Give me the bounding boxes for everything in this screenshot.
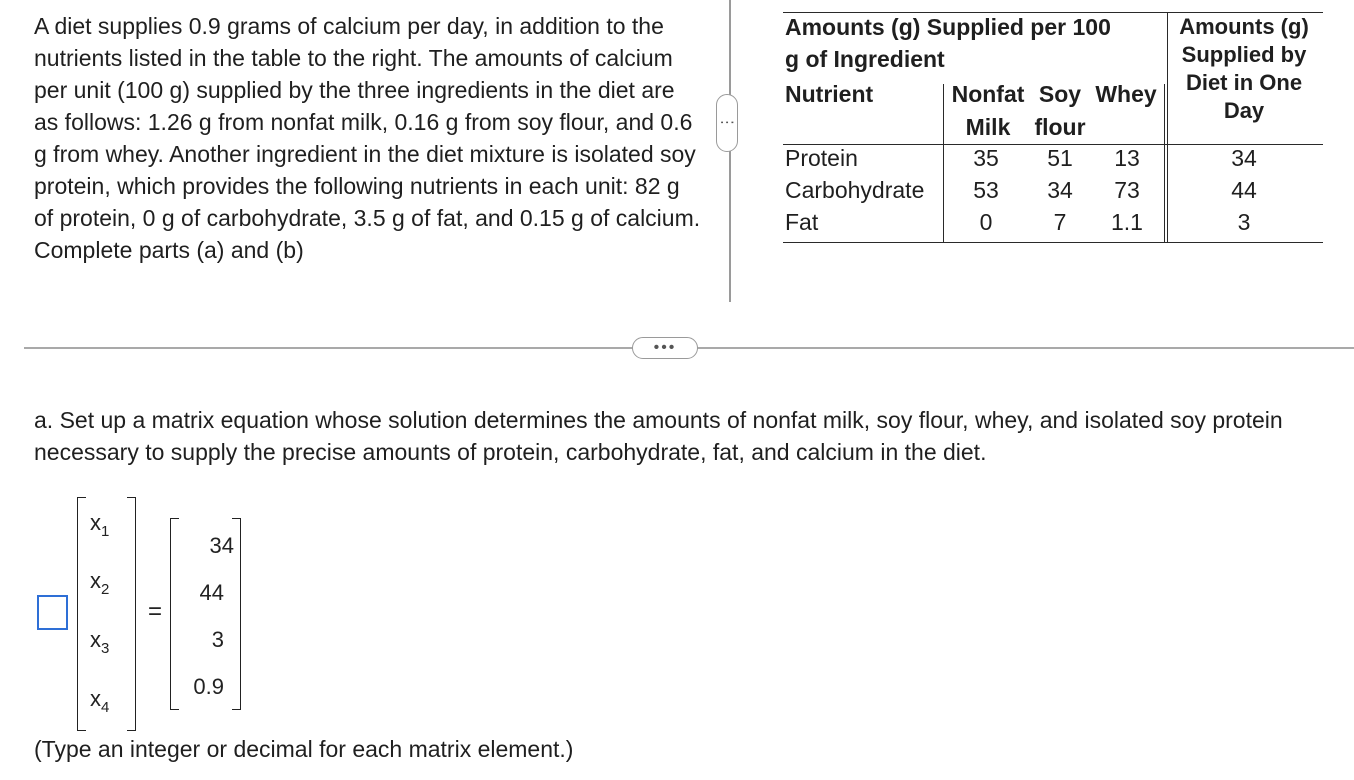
row-carbohydrate-whey: 73	[1114, 177, 1140, 203]
rhs-value-4: 0.9	[193, 674, 224, 699]
row-fat-label: Fat	[785, 209, 819, 235]
answer-hint: (Type an integer or decimal for each matrix element.)	[34, 736, 574, 762]
x-vector-right-bracket	[127, 497, 136, 731]
row-protein-diet: 34	[1231, 145, 1257, 171]
x-variable-subscript: 4	[101, 699, 110, 716]
row-carbohydrate-milk: 53	[973, 177, 999, 203]
nutrient-table	[0, 0, 1354, 260]
x-variable-subscript: 3	[101, 640, 110, 657]
x-variable-base: x	[90, 627, 101, 652]
question-part-a: a. Set up a matrix equation whose solution determines the amounts of nonfat milk, soy flour, whey, and isolated soy protein necessary to supply the precise amounts of protein, carbohydrate, fat, and calcium in the diet.	[34, 407, 1283, 465]
table-group-header-line2: g of Ingredient	[785, 46, 945, 72]
x-variable-base: x	[90, 510, 101, 535]
row-protein-whey: 13	[1114, 145, 1140, 171]
x-variable-base: x	[90, 568, 101, 593]
equals-sign: =	[148, 598, 163, 625]
rhs-value-2: 44	[199, 580, 224, 605]
x-variable-subscript: 2	[101, 581, 110, 598]
more-dots-icon: •••	[653, 339, 677, 356]
diet-column-header: Amounts (g)	[1179, 14, 1309, 39]
x-vector-left-bracket	[77, 497, 86, 731]
diet-column-header-line3: Diet in One	[1185, 70, 1303, 95]
column-header-nonfat: Nonfat	[951, 81, 1025, 107]
row-protein-milk: 35	[973, 145, 999, 171]
row-protein-label: Protein	[785, 145, 858, 171]
row-fat-whey: 1.1	[1111, 209, 1143, 235]
rhs-value-1: 34	[209, 533, 234, 558]
column-header-milk: Milk	[965, 114, 1011, 140]
rhs-value-3: 3	[211, 627, 224, 652]
diet-column-header-line2: Supplied by	[1181, 42, 1307, 67]
x-variable-3	[90, 627, 110, 657]
row-fat-milk: 0	[979, 209, 993, 235]
table-bottom-line	[783, 242, 1323, 243]
row-carbohydrate-soy: 34	[1047, 177, 1073, 203]
table-vline-ingredients-right	[1164, 84, 1165, 243]
column-header-whey: Whey	[1095, 81, 1157, 107]
row-protein-soy: 51	[1047, 145, 1073, 171]
x-variable-base: x	[90, 686, 101, 711]
coefficient-matrix-input[interactable]	[37, 595, 68, 630]
horizontal-expand-toggle[interactable]	[632, 337, 698, 359]
table-top-line	[783, 12, 1323, 13]
x-variable-4	[90, 686, 110, 716]
row-carbohydrate-label: Carbohydrate	[785, 177, 925, 203]
problem-statement: A diet supplies 0.9 grams of calcium per day, in addition to the nutrients listed in the table to the right. The amounts of calcium per unit (100 g) supplied by the three ingredients in the diet are as follows: 1.26 g from nonfat milk, 0.16 g from soy flour, and 0.6 g from whey. Another ingredient in the diet mixture is isolated soy protein, which provides the following nutrients in each unit: 82 g of protein, 0 g of carbohydrate, 3.5 g of fat, and 0.15 g of calcium. Complete parts (a) and (b)	[34, 13, 701, 263]
column-header-soy: Soy	[1038, 81, 1082, 107]
table-group-header: Amounts (g) Supplied per 100	[785, 14, 1111, 40]
column-header-flour: flour	[1034, 114, 1086, 140]
row-fat-soy: 7	[1053, 209, 1067, 235]
x-variable-subscript: 1	[101, 523, 110, 540]
x-variable-1	[90, 510, 110, 540]
diet-column-header-line4: Day	[1223, 98, 1265, 123]
more-dots-icon: ⋮	[718, 115, 736, 131]
nutrient-column-header: Nutrient	[785, 81, 874, 107]
x-variable-2	[90, 568, 110, 598]
row-carbohydrate-diet: 44	[1231, 177, 1257, 203]
row-fat-diet: 3	[1237, 209, 1251, 235]
